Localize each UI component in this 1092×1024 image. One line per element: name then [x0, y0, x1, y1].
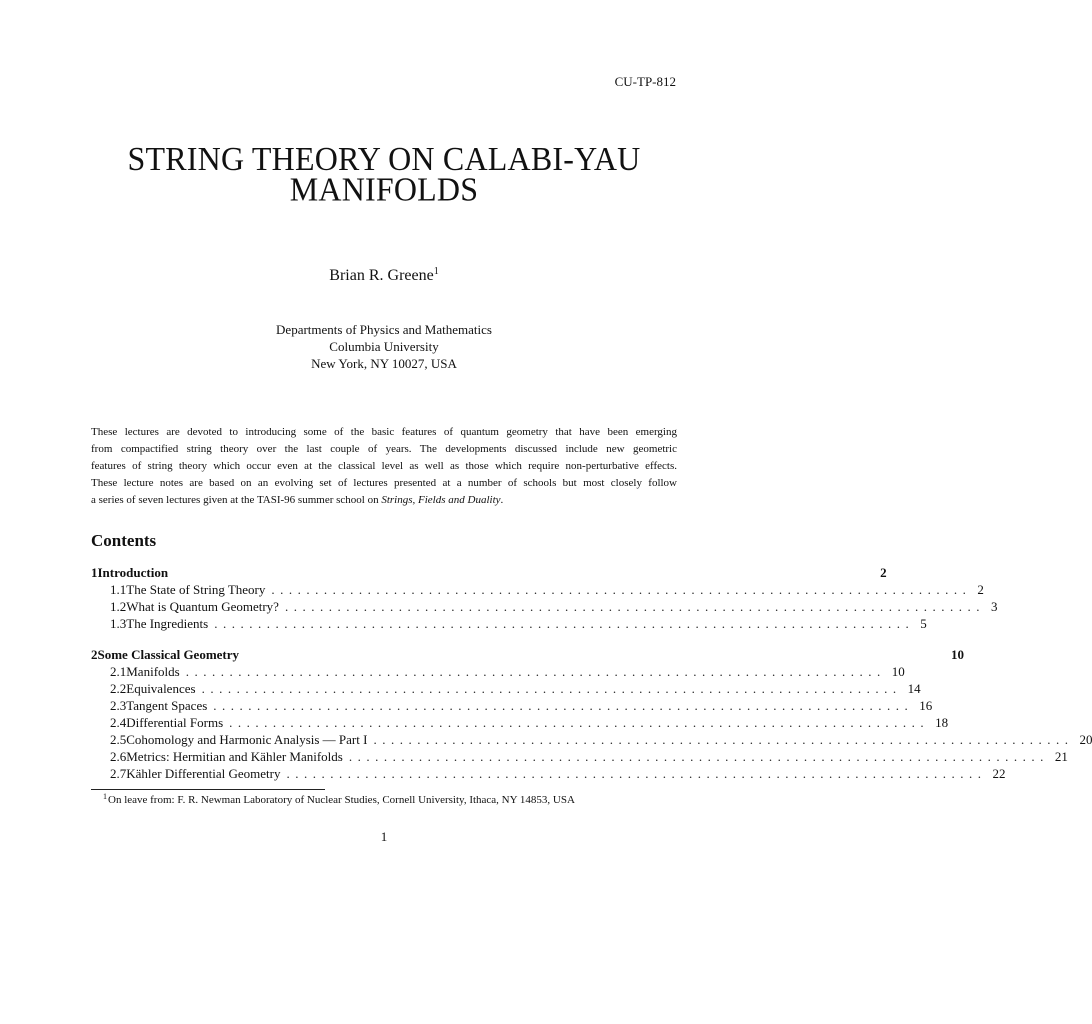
toc-subsection-title: Manifolds: [126, 664, 180, 679]
toc-subsection-number: 1.2: [110, 599, 127, 614]
toc-page-number: 20: [1079, 732, 1092, 747]
toc-leader-dots: ................................................................................: [348, 749, 1049, 764]
toc-section-number: 1: [91, 565, 98, 580]
toc-page-number: 22: [992, 766, 1006, 781]
affiliation-address: New York, NY 10027, USA: [311, 356, 457, 371]
table-of-contents: [91, 564, 1092, 782]
author-name: Brian R. Greene: [329, 267, 434, 284]
author-footnote-mark: 1: [433, 266, 439, 277]
abstract-line: These lectures are devoted to introducing some of the basic features of quantum geometry that have been emerging: [91, 426, 677, 438]
toc-section-title: Introduction: [97, 565, 169, 580]
toc-leader-dots: ................................................................................: [214, 616, 915, 631]
toc-section-number: 2: [91, 647, 98, 662]
toc-page-number: 21: [1054, 749, 1068, 764]
toc-page-number: 10: [951, 647, 965, 662]
toc-leader-dots: ................................................................................: [229, 715, 930, 730]
paper-title: [0, 139, 768, 208]
toc-subsection-number: 2.3: [110, 698, 127, 713]
toc-subsection-number: 2.4: [110, 715, 127, 730]
toc-page-number: 2: [880, 565, 887, 580]
toc-leader-dots: ................................................................................: [284, 599, 985, 614]
toc-section-gap: [91, 632, 679, 646]
toc-page-number: 5: [920, 616, 927, 631]
toc-subsection-title: The State of String Theory: [126, 582, 266, 597]
toc-subsection[interactable]: [91, 697, 933, 714]
abstract-last-prefix: a series of seven lectures given at the TASI-96 summer school on: [91, 494, 382, 506]
toc-leader-dots: ................................................................................: [271, 582, 972, 597]
toc-subsection[interactable]: [91, 680, 921, 697]
toc-subsection[interactable]: [91, 663, 905, 680]
affiliation-university: Columbia University: [329, 339, 439, 354]
toc-subsection-number: 1.1: [110, 582, 127, 597]
affiliation: [0, 321, 768, 372]
footnote-text: On leave from: F. R. Newman Laboratory of Nuclear Studies, Cornell University, Ithaca, NY 14853, USA: [108, 794, 575, 806]
toc-page-number: 16: [919, 698, 933, 713]
toc-section-title: Some Classical Geometry: [97, 647, 240, 662]
contents-heading: Contents: [91, 531, 157, 550]
toc-subsection-title: Metrics: Hermitian and Kähler Manifolds: [126, 749, 343, 764]
toc-subsection-number: 2.6: [110, 749, 127, 764]
toc-leader-dots: ................................................................................: [286, 766, 987, 781]
toc-subsection-number: 2.1: [110, 664, 127, 679]
toc-subsection-title: The Ingredients: [126, 616, 209, 631]
toc-subsection-title: Tangent Spaces: [126, 698, 208, 713]
toc-subsection-title: Differential Forms: [126, 715, 224, 730]
toc-subsection-number: 2.5: [110, 732, 127, 747]
author: [0, 266, 768, 285]
page-number: 1: [380, 829, 388, 844]
abstract-line: These lecture notes are based on an evolving set of lectures presented at a number of schools but most closely follow: [91, 477, 677, 489]
abstract-school-name: Strings, Fields and Duality: [381, 494, 501, 506]
toc-subsection[interactable]: [91, 714, 949, 731]
toc-subsection-number: 2.2: [110, 681, 127, 696]
abstract-line: from compactified string theory over the last couple of years. The developments discussed include new geometric: [91, 443, 677, 455]
toc-subsection-number: 2.7: [110, 766, 127, 781]
toc-leader-dots: ................................................................................: [201, 681, 902, 696]
toc-page-number: 14: [907, 681, 921, 696]
toc-page-number: 2: [977, 582, 984, 597]
abstract-line: features of string theory which occur even at the classical level as well as those which require non-perturbative effects.: [91, 460, 677, 472]
toc-subsection[interactable]: [91, 731, 1092, 748]
toc-subsection-number: 1.3: [110, 616, 127, 631]
toc-page-number: 3: [990, 599, 998, 614]
abstract: [91, 424, 677, 509]
report-number: CU-TP-812: [614, 74, 676, 89]
toc-page-number: 18: [935, 715, 949, 730]
toc-leader-dots: ................................................................................: [373, 732, 1074, 747]
toc-subsection-title: Equivalences: [126, 681, 196, 696]
toc-page-number: 10: [891, 664, 905, 679]
toc-subsection-title: Kähler Differential Geometry: [126, 766, 281, 781]
affiliation-department: Departments of Physics and Mathematics: [276, 322, 492, 337]
toc-section[interactable]: [91, 646, 965, 663]
toc-section[interactable]: [91, 564, 887, 581]
abstract-last-suffix: .: [500, 494, 504, 506]
toc-leader-dots: ................................................................................: [213, 698, 914, 713]
footnote-rule: [91, 789, 325, 790]
toc-subsection[interactable]: [91, 765, 1006, 782]
toc-subsection[interactable]: [91, 598, 998, 615]
toc-leader-dots: ................................................................................: [185, 664, 886, 679]
toc-subsection[interactable]: [91, 581, 984, 598]
footnote-mark: 1: [103, 792, 107, 801]
title-line-2: MANIFOLDS: [289, 169, 479, 208]
abstract-line: [91, 492, 677, 509]
toc-subsection[interactable]: [91, 748, 1068, 765]
toc-subsection[interactable]: [91, 615, 927, 632]
toc-subsection-title: Cohomology and Harmonic Analysis — Part I: [126, 732, 368, 747]
footnote: [103, 792, 575, 806]
title-line-1: STRING THEORY ON CALABI-YAU: [127, 139, 641, 178]
toc-subsection-title: What is Quantum Geometry?: [126, 599, 279, 614]
